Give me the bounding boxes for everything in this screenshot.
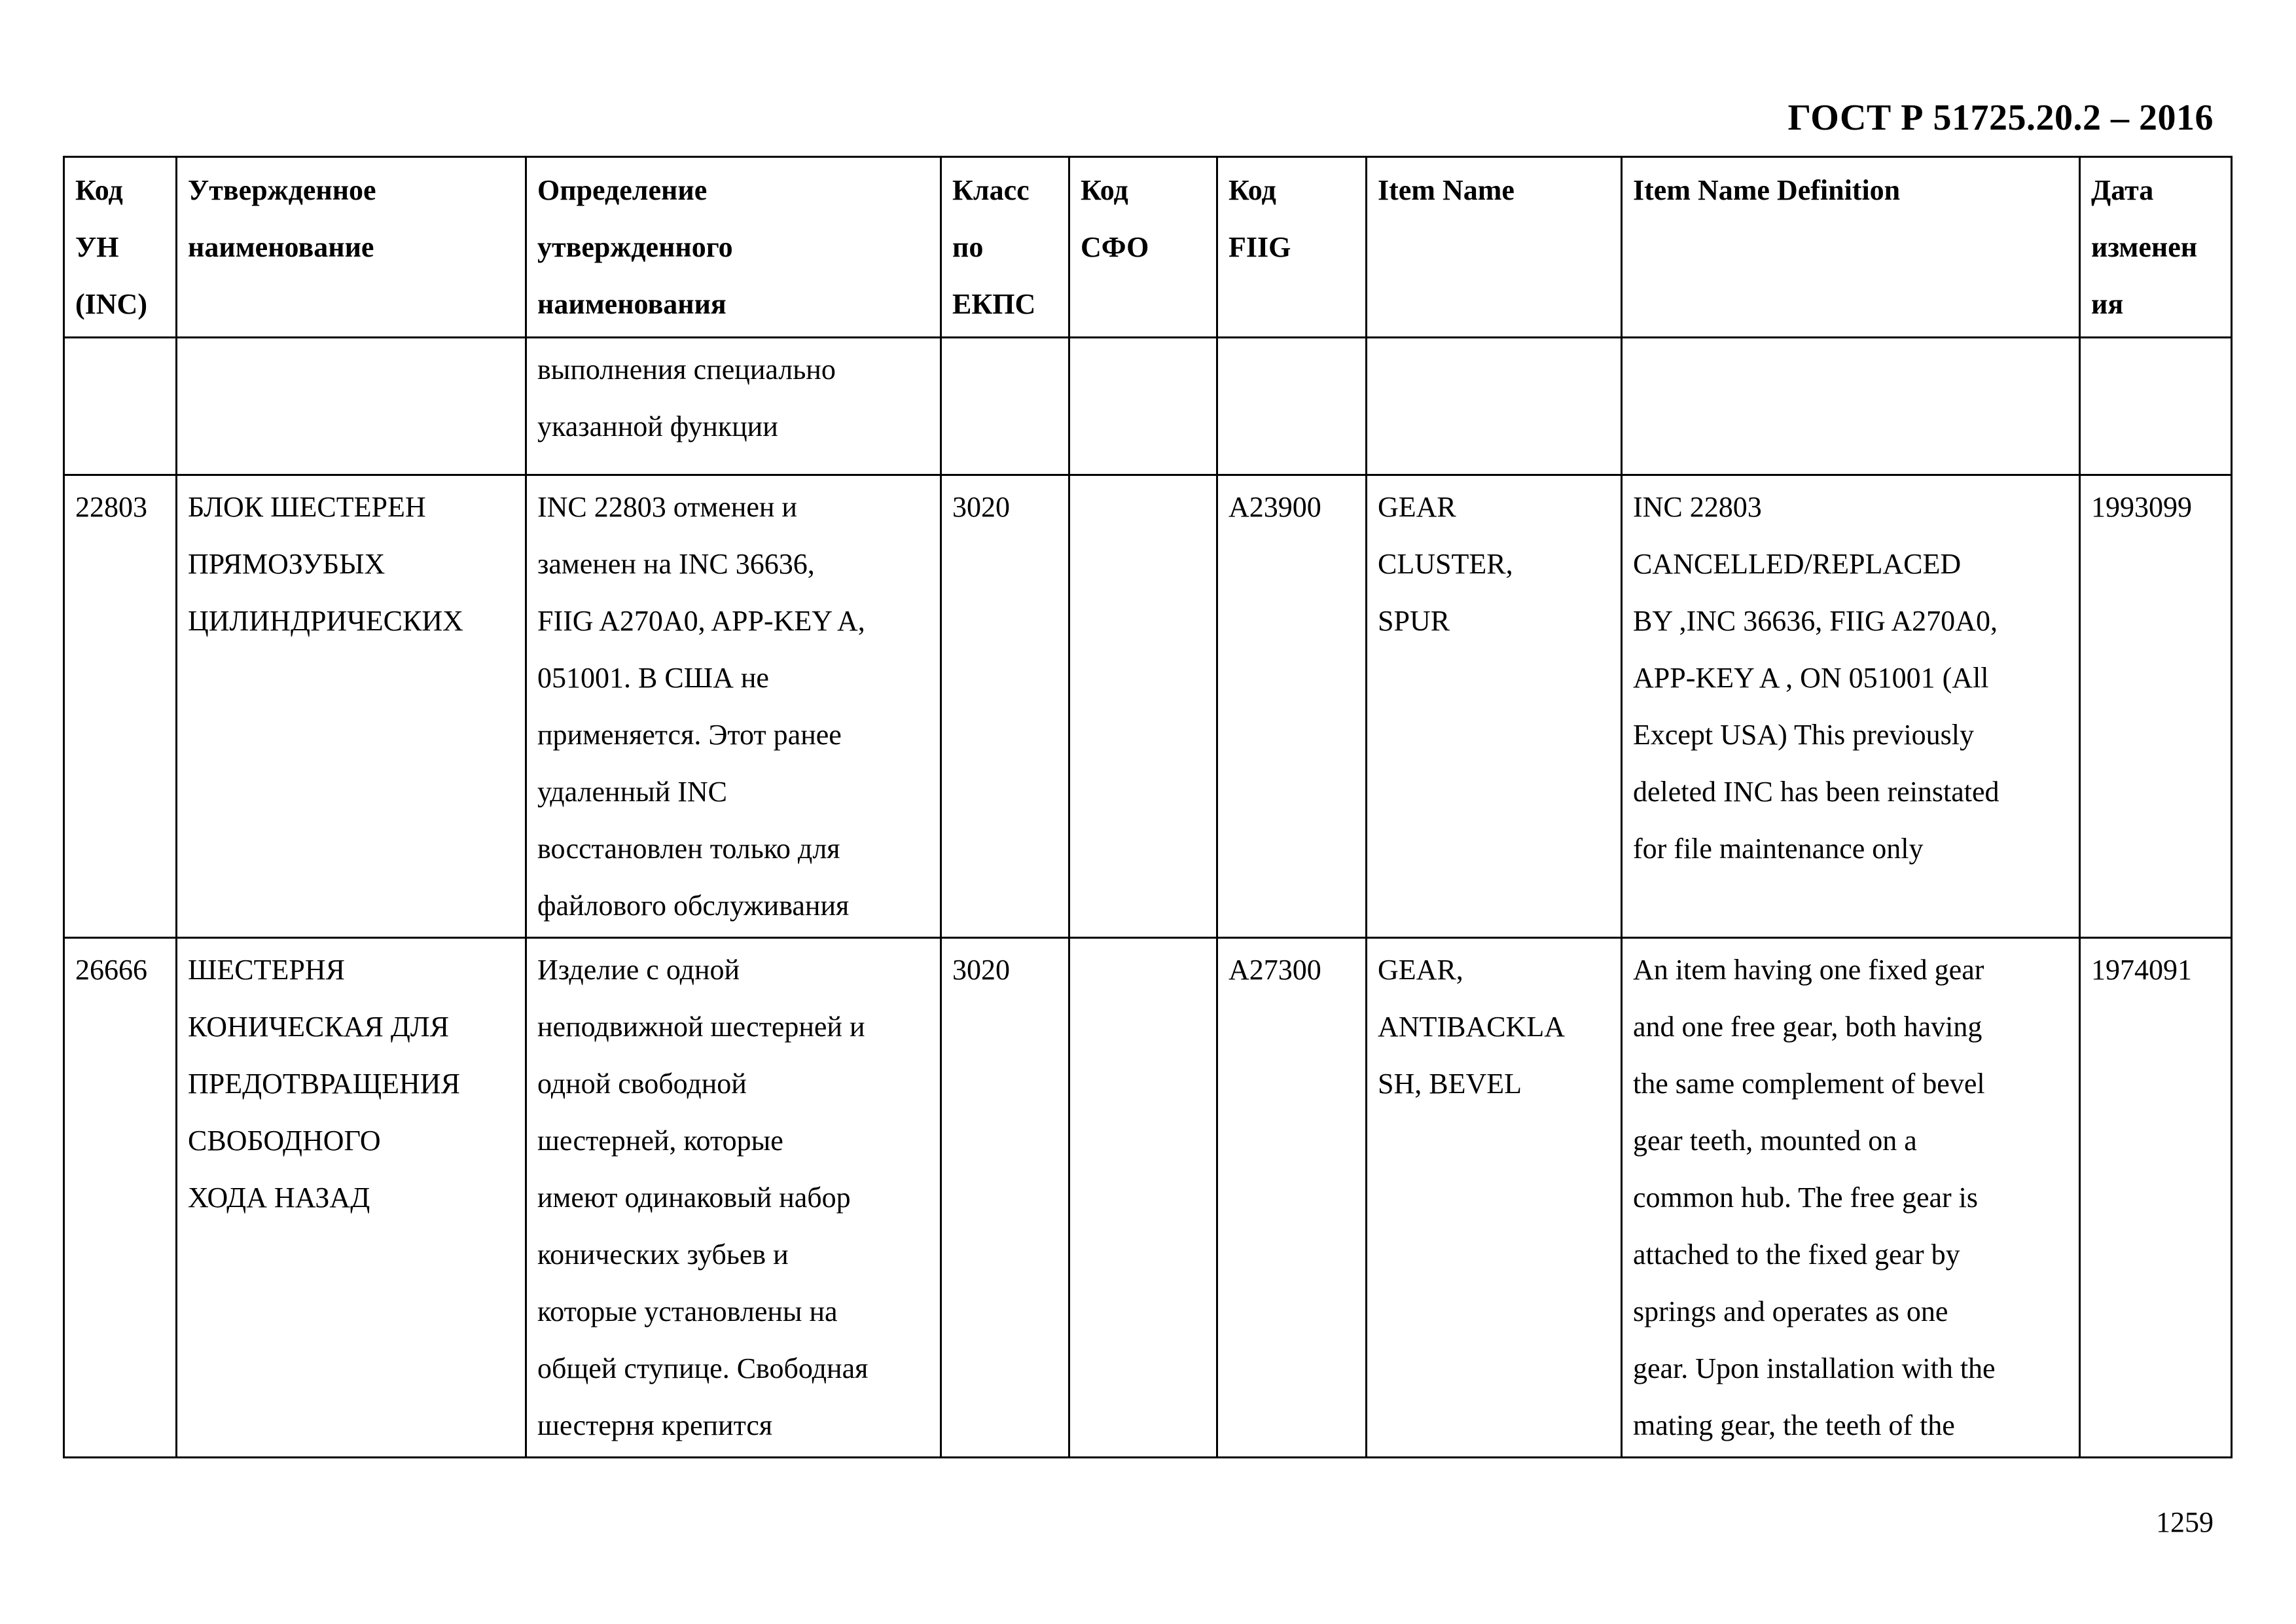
cell-line: шестерней, которые — [537, 1125, 783, 1157]
cell-line: заменен на INC 36636, — [537, 548, 815, 580]
cell-line: ANTIBACKLA — [1378, 1011, 1565, 1043]
cell-inc-code — [64, 338, 177, 475]
table-row — [64, 475, 2232, 938]
cell-line: the same complement of bevel — [1633, 1068, 1985, 1100]
cell-item-name — [1367, 338, 1622, 475]
cell-line: СВОБОДНОГО — [188, 1125, 381, 1157]
cell-line: gear teeth, mounted on a — [1633, 1125, 1917, 1157]
cell-line: ПРЕДОТВРАЩЕНИЯ — [188, 1068, 460, 1100]
header-line: ЕКПС — [952, 288, 1036, 320]
cell-line: указанной функции — [537, 410, 778, 442]
cell-line: конических зубьев и — [537, 1238, 789, 1271]
header-name-definition — [526, 157, 941, 338]
header-line: наименование — [188, 231, 374, 263]
cell-line: которые установлены на — [537, 1295, 838, 1327]
cell-line: APP-KEY A , ON 051001 (All — [1633, 662, 1989, 694]
cell-line: удаленный INC — [537, 776, 727, 808]
header-item-name-definition — [1622, 157, 2080, 338]
cell-line: A27300 — [1229, 954, 1321, 986]
cell-line: неподвижной шестерней и — [537, 1011, 865, 1043]
cell-line: ПРЯМОЗУБЫХ — [188, 548, 386, 580]
cell-line: шестерня крепится — [537, 1409, 773, 1441]
cell-line: mating gear, the teeth of the — [1633, 1409, 1955, 1441]
cell-approved-name — [177, 938, 526, 1458]
cell-line: CANCELLED/REPLACED — [1633, 548, 1962, 580]
header-line: утвержденного — [537, 231, 733, 263]
cell-line: 1993099 — [2091, 491, 2192, 523]
cell-sfo-code — [1069, 938, 1217, 1458]
cell-line: gear. Upon installation with the — [1633, 1352, 1996, 1384]
cell-line: CLUSTER, — [1378, 548, 1513, 580]
cell-line: BY ,INC 36636, FIIG A270A0, — [1633, 605, 1998, 637]
cell-line: springs and operates as one — [1633, 1295, 1948, 1327]
table-row — [64, 938, 2232, 1458]
table-row — [64, 338, 2232, 475]
header-line: Класс — [952, 174, 1030, 206]
header-line: Дата — [2091, 174, 2154, 206]
header-line: СФО — [1081, 231, 1149, 263]
cell-line: выполнения специально — [537, 353, 836, 386]
header-line: наименования — [537, 288, 726, 320]
cell-line: ХОДА НАЗАД — [188, 1182, 370, 1214]
cell-inc-code — [64, 938, 177, 1458]
cell-line: Изделие с одной — [537, 954, 740, 986]
header-item-name — [1367, 157, 1622, 338]
cell-line: deleted INC has been reinstated — [1633, 776, 2000, 808]
cell-name-definition — [526, 938, 941, 1458]
cell-change-date — [2080, 338, 2232, 475]
cell-line: имеют одинаковый набор — [537, 1182, 851, 1214]
cell-item-name-definition — [1622, 475, 2080, 938]
header-line: Item Name — [1378, 174, 1515, 206]
cell-sfo-code — [1069, 338, 1217, 475]
cell-line: Except USA) This previously — [1633, 719, 1975, 751]
cell-line: INC 22803 отменен и — [537, 491, 797, 523]
cell-line: GEAR, — [1378, 954, 1463, 986]
cell-line: SH, BEVEL — [1378, 1068, 1522, 1100]
inc-table — [63, 156, 2233, 1458]
cell-line: A23900 — [1229, 491, 1321, 523]
header-change-date — [2080, 157, 2232, 338]
table-header-row — [64, 157, 2232, 338]
header-line: Item Name Definition — [1633, 174, 1901, 206]
cell-fiig-code — [1217, 938, 1367, 1458]
cell-name-definition — [526, 338, 941, 475]
cell-item-name — [1367, 475, 1622, 938]
cell-line: ШЕСТЕРНЯ — [188, 954, 345, 986]
cell-line: 3020 — [952, 954, 1010, 986]
cell-fiig-code — [1217, 475, 1367, 938]
cell-class — [941, 938, 1069, 1458]
cell-line: FIIG A270A0, APP-KEY A, — [537, 605, 865, 637]
table-body — [64, 338, 2232, 1458]
cell-line: 1974091 — [2091, 954, 2192, 986]
header-line: ия — [2091, 288, 2124, 320]
header-approved-name — [177, 157, 526, 338]
header-inc-code — [64, 157, 177, 338]
cell-name-definition — [526, 475, 941, 938]
header-line: Код — [1081, 174, 1128, 206]
header-fiig-code — [1217, 157, 1367, 338]
cell-line: БЛОК ШЕСТЕРЕН — [188, 491, 426, 523]
header-line: УН — [75, 231, 119, 263]
cell-line: GEAR — [1378, 491, 1456, 523]
cell-item-name-definition — [1622, 338, 2080, 475]
cell-line: ЦИЛИНДРИЧЕСКИХ — [188, 605, 463, 637]
header-line: FIIG — [1229, 231, 1291, 263]
cell-fiig-code — [1217, 338, 1367, 475]
cell-line: общей ступице. Свободная — [537, 1352, 869, 1384]
cell-line: An item having one fixed gear — [1633, 954, 1984, 986]
cell-change-date — [2080, 475, 2232, 938]
cell-line: восстановлен только для — [537, 833, 840, 865]
header-class — [941, 157, 1069, 338]
cell-line: and one free gear, both having — [1633, 1011, 1982, 1043]
cell-item-name — [1367, 938, 1622, 1458]
cell-line: 26666 — [75, 954, 147, 986]
cell-line: SPUR — [1378, 605, 1450, 637]
cell-sfo-code — [1069, 475, 1217, 938]
cell-line: 22803 — [75, 491, 147, 523]
cell-line: КОНИЧЕСКАЯ ДЛЯ — [188, 1011, 450, 1043]
cell-class — [941, 475, 1069, 938]
cell-line: 3020 — [952, 491, 1010, 523]
header-line: Код — [75, 174, 123, 206]
header-line: по — [952, 231, 984, 263]
cell-item-name-definition — [1622, 938, 2080, 1458]
cell-line: одной свободной — [537, 1068, 747, 1100]
cell-line: INC 22803 — [1633, 491, 1762, 523]
cell-line: применяется. Этот ранее — [537, 719, 842, 751]
cell-approved-name — [177, 475, 526, 938]
cell-line: for file maintenance only — [1633, 833, 1924, 865]
cell-inc-code — [64, 475, 177, 938]
cell-approved-name — [177, 338, 526, 475]
header-line: (INC) — [75, 288, 147, 320]
cell-line: attached to the fixed gear by — [1633, 1238, 1960, 1271]
document-header: ГОСТ Р 51725.20.2 – 2016 — [1787, 98, 2214, 138]
header-sfo-code — [1069, 157, 1217, 338]
page-number: 1259 — [2156, 1506, 2214, 1538]
header-line: изменен — [2091, 231, 2198, 263]
cell-change-date — [2080, 938, 2232, 1458]
header-line: Код — [1229, 174, 1276, 206]
header-line: Определение — [537, 174, 708, 206]
header-line: Утвержденное — [188, 174, 376, 206]
cell-line: 051001. В США не — [537, 662, 769, 694]
cell-line: common hub. The free gear is — [1633, 1182, 1979, 1214]
cell-class — [941, 338, 1069, 475]
cell-line: файлового обслуживания — [537, 890, 850, 922]
